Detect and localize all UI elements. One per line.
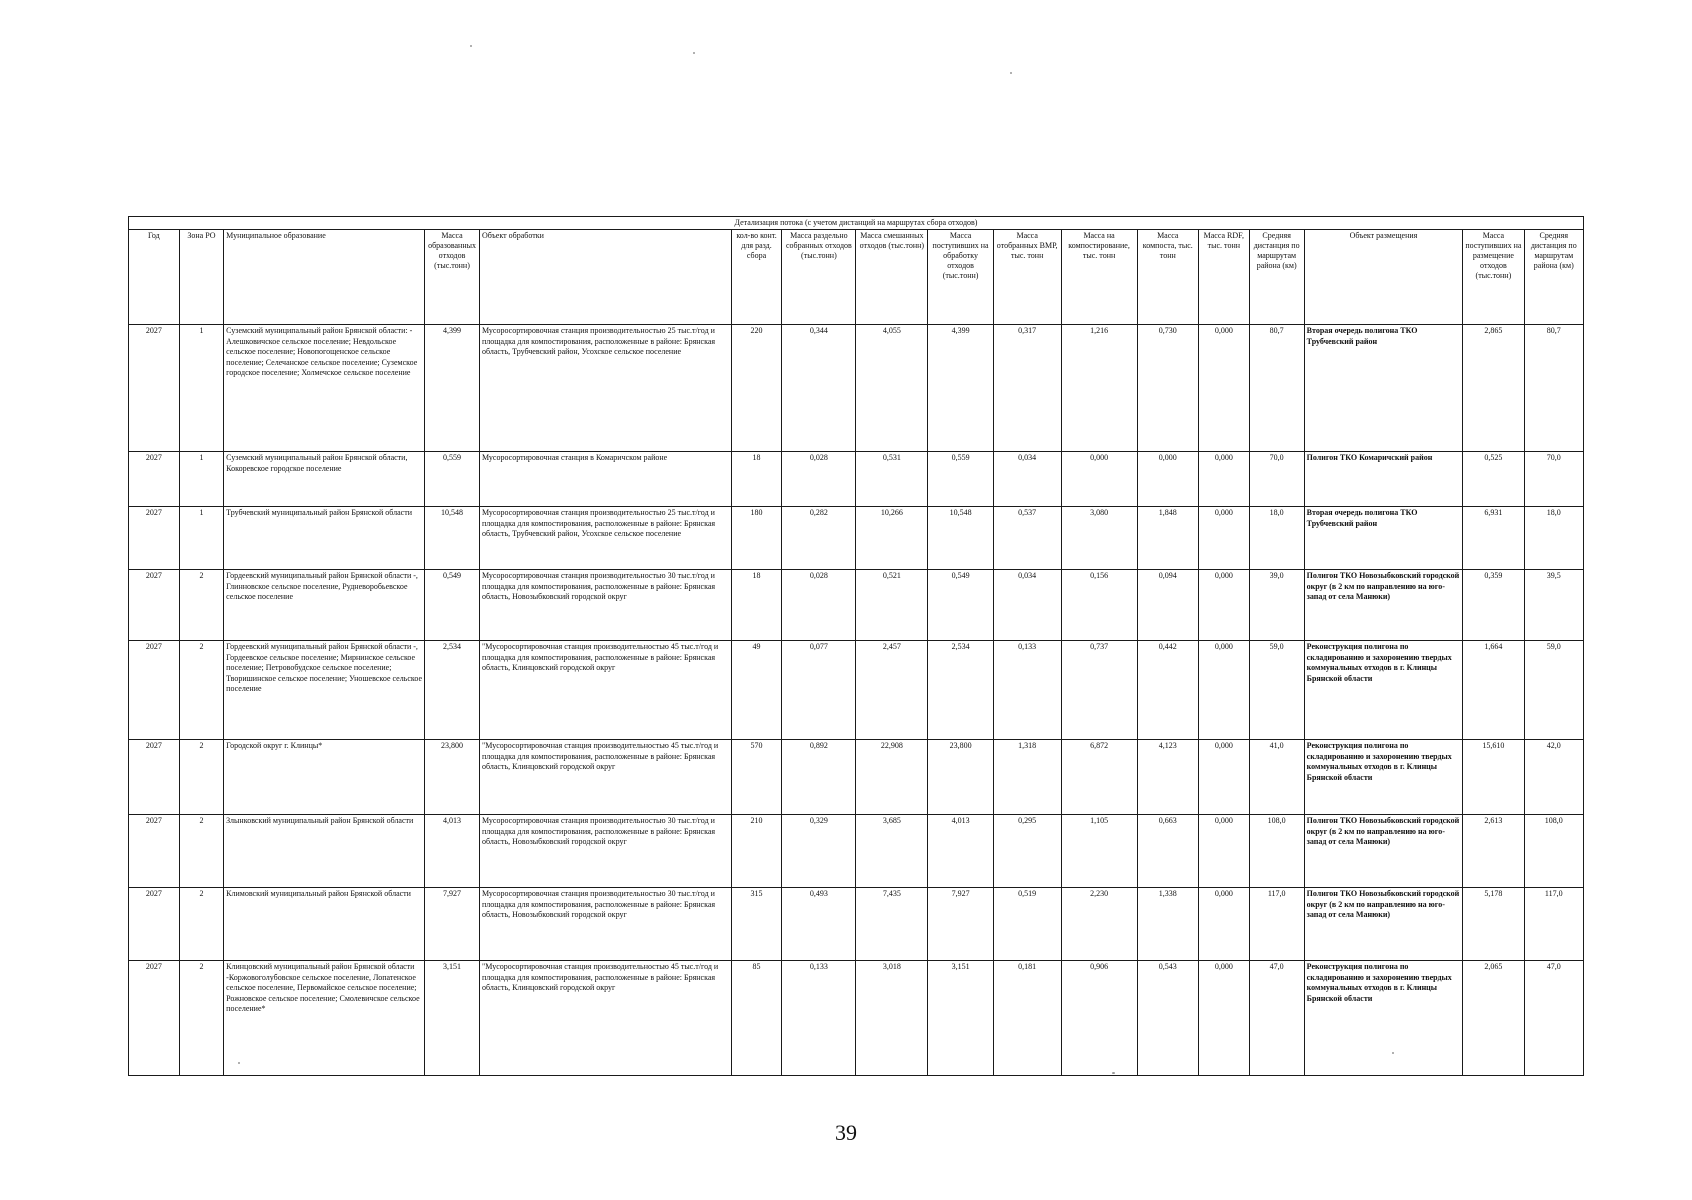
separate-mass-cell: 0,028 [782, 452, 856, 507]
distance-cell: 18,0 [1249, 507, 1304, 570]
placement-object-cell: Полигон ТКО Новозыбковский городской округ (в 2 км по направлению на юго-запад от села Манюки) [1304, 815, 1463, 888]
processing-object-cell: "Мусоросортировочная станция производительностью 45 тыс.т/год и площадка для компостирования, расположенные в районе: Брянская область, Клинцовский городской округ [480, 740, 732, 815]
compost-mass-cell: 1,848 [1137, 507, 1198, 570]
distance-cell: 108,0 [1249, 815, 1304, 888]
table-caption: Детализация потока (с учетом дистанций на маршрутах сбора отходов) [129, 217, 1584, 230]
containers-cell: 18 [731, 452, 782, 507]
compost-input-cell: 1,216 [1061, 325, 1137, 452]
header-placed: Масса поступивших на размещение отходов (тыс.тонн) [1463, 230, 1524, 325]
zone-cell: 1 [179, 325, 223, 452]
received-mass-cell: 4,399 [928, 325, 994, 452]
processing-object-cell: Мусоросортировочная станция производительностью 30 тыс.т/год и площадка для компостирования, расположенные в районе: Брянская область, Новозыбковский городской округ [480, 815, 732, 888]
distance-cell: 59,0 [1249, 641, 1304, 740]
year-cell: 2027 [129, 888, 180, 961]
placement-object-cell: Реконструкция полигона по складированию и захоронению твердых коммунальных отходов в г. Клинцы Брянской области [1304, 961, 1463, 1076]
distance-cell: 117,0 [1249, 888, 1304, 961]
processing-object-cell: Мусоросортировочная станция производительностью 30 тыс.т/год и площадка для компостирования, расположенные в районе: Брянская область, Новозыбковский городской округ [480, 888, 732, 961]
mass-formed-cell: 0,549 [425, 570, 480, 641]
table-row [129, 641, 1584, 740]
compost-input-cell: 0,156 [1061, 570, 1137, 641]
received-mass-cell: 3,151 [928, 961, 994, 1076]
rdf-mass-cell: 0,000 [1198, 961, 1249, 1076]
table-row [129, 452, 1584, 507]
vmr-mass-cell: 0,133 [993, 641, 1061, 740]
rdf-mass-cell: 0,000 [1198, 507, 1249, 570]
header-compost: Масса компоста, тыс. тонн [1137, 230, 1198, 325]
placed-mass-cell: 2,613 [1463, 815, 1524, 888]
municipality-cell: Городской округ г. Клинцы* [224, 740, 425, 815]
waste-flow-table [128, 216, 1584, 1076]
compost-input-cell: 6,872 [1061, 740, 1137, 815]
compost-input-cell: 1,105 [1061, 815, 1137, 888]
placement-distance-cell: 117,0 [1524, 888, 1583, 961]
mass-formed-cell: 23,800 [425, 740, 480, 815]
scan-speck [1392, 1052, 1394, 1054]
separate-mass-cell: 0,133 [782, 961, 856, 1076]
mixed-mass-cell: 22,908 [856, 740, 928, 815]
placement-object-cell: Полигон ТКО Комаричский район [1304, 452, 1463, 507]
distance-cell: 80,7 [1249, 325, 1304, 452]
municipality-cell: Суземский муниципальный район Брянской области: - Алешковичское сельское поселение; Невдольское сельское поселение; Новопогощенское сельское поселение; Селечанское сельское поселение; Суземское городское поселение; Холмечское сельское поселение [224, 325, 425, 452]
scan-speck [470, 45, 472, 47]
header-mixed: Масса смешанных отходов (тыс.тонн) [856, 230, 928, 325]
zone-cell: 2 [179, 961, 223, 1076]
vmr-mass-cell: 0,537 [993, 507, 1061, 570]
mass-formed-cell: 3,151 [425, 961, 480, 1076]
compost-input-cell: 0,906 [1061, 961, 1137, 1076]
placement-object-cell: Полигон ТКО Новозыбковский городской округ (в 2 км по направлению на юго-запад от села Манюки) [1304, 570, 1463, 641]
mixed-mass-cell: 10,266 [856, 507, 928, 570]
distance-cell: 41,0 [1249, 740, 1304, 815]
placed-mass-cell: 0,525 [1463, 452, 1524, 507]
processing-object-cell: Мусоросортировочная станция производительностью 30 тыс.т/год и площадка для компостирования, расположенные в районе: Брянская область, Новозыбковский городской округ [480, 570, 732, 641]
table-row [129, 740, 1584, 815]
header-mass-formed: Масса образованных отходов (тыс.тонн) [425, 230, 480, 325]
scan-speck [1112, 1072, 1115, 1074]
rdf-mass-cell: 0,000 [1198, 641, 1249, 740]
containers-cell: 180 [731, 507, 782, 570]
placement-object-cell: Вторая очередь полигона ТКО Трубчевский район [1304, 325, 1463, 452]
table-row [129, 507, 1584, 570]
containers-cell: 49 [731, 641, 782, 740]
compost-mass-cell: 0,442 [1137, 641, 1198, 740]
processing-object-cell: Мусоросортировочная станция в Комаричском районе [480, 452, 732, 507]
received-mass-cell: 0,549 [928, 570, 994, 641]
header-distance-2: Средняя дистанция по маршрутам района (км) [1524, 230, 1583, 325]
compost-mass-cell: 4,123 [1137, 740, 1198, 815]
mixed-mass-cell: 3,018 [856, 961, 928, 1076]
rdf-mass-cell: 0,000 [1198, 740, 1249, 815]
compost-mass-cell: 1,338 [1137, 888, 1198, 961]
vmr-mass-cell: 1,318 [993, 740, 1061, 815]
mass-formed-cell: 0,559 [425, 452, 480, 507]
received-mass-cell: 4,013 [928, 815, 994, 888]
zone-cell: 2 [179, 570, 223, 641]
vmr-mass-cell: 0,317 [993, 325, 1061, 452]
received-mass-cell: 2,534 [928, 641, 994, 740]
compost-input-cell: 0,000 [1061, 452, 1137, 507]
municipality-cell: Климовский муниципальный район Брянской области [224, 888, 425, 961]
mass-formed-cell: 10,548 [425, 507, 480, 570]
separate-mass-cell: 0,493 [782, 888, 856, 961]
header-year: Год [129, 230, 180, 325]
received-mass-cell: 7,927 [928, 888, 994, 961]
header-processing: Объект обработки [480, 230, 732, 325]
received-mass-cell: 0,559 [928, 452, 994, 507]
header-vmr: Масса отобранных ВМР, тыс. тонн [993, 230, 1061, 325]
zone-cell: 1 [179, 507, 223, 570]
table-row [129, 888, 1584, 961]
scan-speck [693, 52, 695, 54]
compost-mass-cell: 0,000 [1137, 452, 1198, 507]
compost-mass-cell: 0,663 [1137, 815, 1198, 888]
zone-cell: 2 [179, 888, 223, 961]
mass-formed-cell: 2,534 [425, 641, 480, 740]
municipality-cell: Суземский муниципальный район Брянской области, Кокоревское городское поселение [224, 452, 425, 507]
header-separate: Масса раздельно собранных отходов (тыс.тонн) [782, 230, 856, 325]
municipality-cell: Гордеевский муниципальный район Брянской области -, Глинновское сельское поселение, Рудневоробьевское сельское поселение [224, 570, 425, 641]
header-rdf: Масса RDF, тыс. тонн [1198, 230, 1249, 325]
containers-cell: 18 [731, 570, 782, 641]
header-placement: Объект размещения [1304, 230, 1463, 325]
rdf-mass-cell: 0,000 [1198, 570, 1249, 641]
placement-distance-cell: 39,5 [1524, 570, 1583, 641]
mixed-mass-cell: 0,531 [856, 452, 928, 507]
containers-cell: 570 [731, 740, 782, 815]
mixed-mass-cell: 7,435 [856, 888, 928, 961]
mass-formed-cell: 4,399 [425, 325, 480, 452]
separate-mass-cell: 0,282 [782, 507, 856, 570]
distance-cell: 47,0 [1249, 961, 1304, 1076]
compost-mass-cell: 0,730 [1137, 325, 1198, 452]
header-zone: Зона РО [179, 230, 223, 325]
separate-mass-cell: 0,028 [782, 570, 856, 641]
header-received: Масса поступивших на обработку отходов (тыс.тонн) [928, 230, 994, 325]
vmr-mass-cell: 0,034 [993, 452, 1061, 507]
header-containers: кол-во конт. для разд. сбора [731, 230, 782, 325]
containers-cell: 220 [731, 325, 782, 452]
vmr-mass-cell: 0,034 [993, 570, 1061, 641]
compost-input-cell: 3,080 [1061, 507, 1137, 570]
placement-object-cell: Вторая очередь полигона ТКО Трубчевский район [1304, 507, 1463, 570]
mixed-mass-cell: 0,521 [856, 570, 928, 641]
rdf-mass-cell: 0,000 [1198, 815, 1249, 888]
distance-cell: 39,0 [1249, 570, 1304, 641]
placement-distance-cell: 47,0 [1524, 961, 1583, 1076]
placed-mass-cell: 0,359 [1463, 570, 1524, 641]
placed-mass-cell: 1,664 [1463, 641, 1524, 740]
compost-input-cell: 2,230 [1061, 888, 1137, 961]
year-cell: 2027 [129, 325, 180, 452]
distance-cell: 70,0 [1249, 452, 1304, 507]
zone-cell: 1 [179, 452, 223, 507]
header-distance-1: Средняя дистанция по маршрутам района (км) [1249, 230, 1304, 325]
separate-mass-cell: 0,329 [782, 815, 856, 888]
separate-mass-cell: 0,344 [782, 325, 856, 452]
municipality-cell: Гордеевский муниципальный район Брянской области -, Гордеевское сельское поселение; Мирнинское сельское поселение; Петровобудское сельское поселение; Творишинское сельское поселение; Уношевское сельское поселение [224, 641, 425, 740]
compost-input-cell: 0,737 [1061, 641, 1137, 740]
year-cell: 2027 [129, 570, 180, 641]
received-mass-cell: 10,548 [928, 507, 994, 570]
year-cell: 2027 [129, 641, 180, 740]
placed-mass-cell: 6,931 [1463, 507, 1524, 570]
zone-cell: 2 [179, 815, 223, 888]
placed-mass-cell: 5,178 [1463, 888, 1524, 961]
table-row [129, 815, 1584, 888]
vmr-mass-cell: 0,295 [993, 815, 1061, 888]
rdf-mass-cell: 0,000 [1198, 452, 1249, 507]
mixed-mass-cell: 4,055 [856, 325, 928, 452]
placement-distance-cell: 42,0 [1524, 740, 1583, 815]
mixed-mass-cell: 2,457 [856, 641, 928, 740]
containers-cell: 315 [731, 888, 782, 961]
zone-cell: 2 [179, 641, 223, 740]
municipality-cell: Трубчевский муниципальный район Брянской области [224, 507, 425, 570]
municipality-cell: Клинцовский муниципальный район Брянской области -Коржовоголубовское сельское поселение, Лопатенское сельское поселение, Первомайское сельское поселение; Рожновское сельское поселение; Смолевичское сельское поселение* [224, 961, 425, 1076]
processing-object-cell: Мусоросортировочная станция производительностью 25 тыс.т/год и площадка для компостирования, расположенные в районе: Брянская область, Трубчевский район, Усохское сельское поселение [480, 325, 732, 452]
compost-mass-cell: 0,543 [1137, 961, 1198, 1076]
placed-mass-cell: 15,610 [1463, 740, 1524, 815]
year-cell: 2027 [129, 452, 180, 507]
vmr-mass-cell: 0,519 [993, 888, 1061, 961]
placed-mass-cell: 2,865 [1463, 325, 1524, 452]
placement-object-cell: Реконструкция полигона по складированию и захоронению твердых коммунальных отходов в г. Клинцы Брянской области [1304, 641, 1463, 740]
placement-distance-cell: 70,0 [1524, 452, 1583, 507]
zone-cell: 2 [179, 740, 223, 815]
page-number: 39 [835, 1120, 857, 1145]
placement-object-cell: Полигон ТКО Новозыбковский городской округ (в 2 км по направлению на юго-запад от села Манюки) [1304, 888, 1463, 961]
rdf-mass-cell: 0,000 [1198, 888, 1249, 961]
mixed-mass-cell: 3,685 [856, 815, 928, 888]
processing-object-cell: "Мусоросортировочная станция производительностью 45 тыс.т/год и площадка для компостирования, расположенные в районе: Брянская область, Клинцовский городской округ [480, 961, 732, 1076]
table-row [129, 325, 1584, 452]
placed-mass-cell: 2,065 [1463, 961, 1524, 1076]
separate-mass-cell: 0,892 [782, 740, 856, 815]
table-row [129, 961, 1584, 1076]
placement-distance-cell: 18,0 [1524, 507, 1583, 570]
scan-speck [1010, 72, 1012, 74]
received-mass-cell: 23,800 [928, 740, 994, 815]
mass-formed-cell: 7,927 [425, 888, 480, 961]
header-municipality: Муниципальное образование [224, 230, 425, 325]
mass-formed-cell: 4,013 [425, 815, 480, 888]
year-cell: 2027 [129, 740, 180, 815]
year-cell: 2027 [129, 815, 180, 888]
processing-object-cell: Мусоросортировочная станция производительностью 25 тыс.т/год и площадка для компостирования, расположенные в районе: Брянская область, Трубчевский район, Усохское сельское поселение [480, 507, 732, 570]
placement-distance-cell: 80,7 [1524, 325, 1583, 452]
year-cell: 2027 [129, 507, 180, 570]
compost-mass-cell: 0,094 [1137, 570, 1198, 641]
table-row [129, 570, 1584, 641]
header-compost-in: Масса на компостирование, тыс. тонн [1061, 230, 1137, 325]
year-cell: 2027 [129, 961, 180, 1076]
scan-speck [238, 1062, 240, 1064]
placement-distance-cell: 108,0 [1524, 815, 1583, 888]
containers-cell: 210 [731, 815, 782, 888]
processing-object-cell: "Мусоросортировочная станция производительностью 45 тыс.т/год и площадка для компостирования, расположенные в районе: Брянская область, Клинцовский городской округ [480, 641, 732, 740]
separate-mass-cell: 0,077 [782, 641, 856, 740]
containers-cell: 85 [731, 961, 782, 1076]
rdf-mass-cell: 0,000 [1198, 325, 1249, 452]
placement-object-cell: Реконструкция полигона по складированию и захоронению твердых коммунальных отходов в г. Клинцы Брянской области [1304, 740, 1463, 815]
vmr-mass-cell: 0,181 [993, 961, 1061, 1076]
municipality-cell: Злынковский муниципальный район Брянской области [224, 815, 425, 888]
placement-distance-cell: 59,0 [1524, 641, 1583, 740]
